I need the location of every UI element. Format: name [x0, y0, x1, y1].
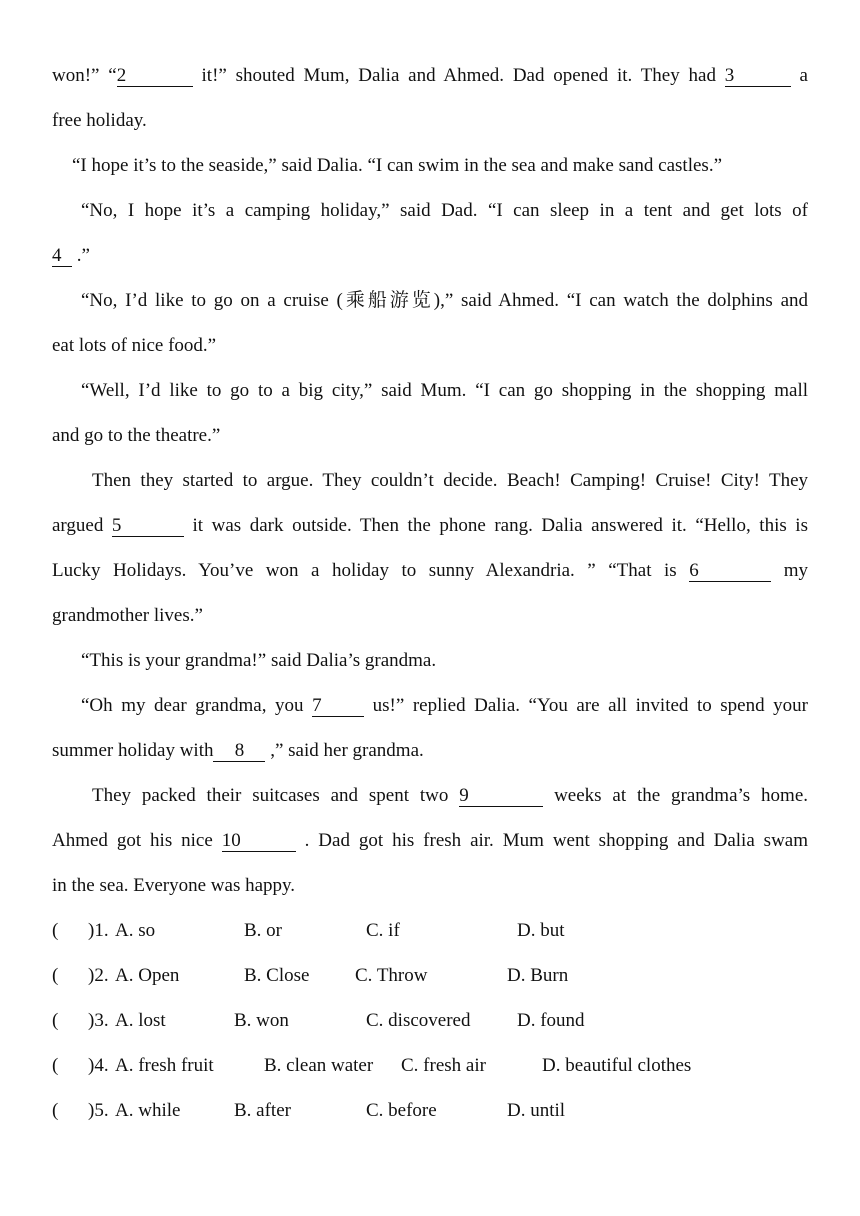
question-row [52, 912, 808, 957]
passage-text: Ahmed got his nice [52, 830, 222, 851]
passage-text: grandmother lives.” [52, 605, 203, 626]
passage-line [52, 192, 808, 237]
question-row [52, 957, 808, 1002]
passage-text: “Well, I’d like to go to a big city,” said Mum. “I can go shopping in the shopping mall [81, 380, 808, 401]
option-a: A. fresh fruit [115, 1055, 214, 1076]
answer-paren: ( [52, 1055, 59, 1076]
option-a: A. so [115, 920, 156, 941]
option-a: A. lost [115, 1010, 166, 1031]
passage-line [52, 642, 808, 687]
passage-line [52, 102, 808, 147]
passage-line [52, 867, 808, 912]
question-row [52, 1002, 808, 1047]
blank-7: 7 [312, 695, 364, 717]
option-a: A. while [115, 1100, 181, 1121]
passage-line [52, 822, 808, 867]
option-b: B. Close [244, 965, 310, 986]
blank-6: 6 [689, 560, 771, 582]
passage-line [52, 597, 808, 642]
question-row [52, 1047, 808, 1092]
option-c: C. before [366, 1100, 437, 1121]
passage-text: Then they started to argue. They couldn’t decide. Beach! Camping! Cruise! City! They [92, 470, 808, 491]
passage-text: They packed their suitcases and spent two [92, 785, 460, 806]
question-number: )5. [88, 1100, 109, 1121]
question-number: )3. [88, 1010, 109, 1031]
passage-line [52, 57, 808, 102]
question-number: )4. [88, 1055, 109, 1076]
blank-4: 4 [52, 245, 72, 267]
passage-line [52, 732, 808, 777]
blank-2: 2 [117, 65, 193, 87]
passage-text: eat lots of nice food.” [52, 335, 217, 356]
passage-text: summer holiday with [52, 740, 214, 761]
passage-text: “No, I hope it’s a camping holiday,” said Dad. “I can sleep in a tent and get lots of [81, 200, 808, 221]
answer-paren: ( [52, 1010, 59, 1031]
passage-text: “This is your grandma!” said Dalia’s grandma. [81, 650, 437, 671]
option-c: C. Throw [355, 965, 428, 986]
option-b: B. clean water [264, 1055, 374, 1076]
passage-text: weeks at the grandma’s home. [543, 785, 809, 806]
blank-10: 10 [222, 830, 296, 852]
passage-text: “No, I’d like to go on a cruise (乘船游览),” said Ahmed. “I can watch the dolphins and [81, 290, 808, 311]
passage-text: . Dad got his fresh air. Mum went shopping and Dalia swam [295, 830, 809, 851]
option-b: B. won [234, 1010, 289, 1031]
passage-line [52, 507, 808, 552]
reading-passage [52, 57, 808, 912]
option-c: C. discovered [366, 1010, 471, 1031]
worksheet-page [52, 57, 808, 1137]
passage-text: ,” said her grandma. [265, 740, 424, 761]
passage-line [52, 552, 808, 597]
passage-text: in the sea. Everyone was happy. [52, 875, 296, 896]
option-b: B. after [234, 1100, 291, 1121]
passage-line [52, 237, 808, 282]
option-d: D. found [517, 1010, 585, 1031]
passage-line [52, 777, 808, 822]
passage-line [52, 462, 808, 507]
passage-line [52, 417, 808, 462]
option-d: D. beautiful clothes [542, 1055, 692, 1076]
option-a: A. Open [115, 965, 180, 986]
passage-line [52, 372, 808, 417]
blank-8: 8 [213, 740, 265, 762]
passage-text: Lucky Holidays. You’ve won a holiday to sunny Alexandria. ” “That is [52, 560, 690, 581]
blank-9: 9 [459, 785, 543, 807]
passage-text: won!” “ [52, 65, 117, 86]
passage-text: argued [52, 515, 112, 536]
passage-line [52, 687, 808, 732]
passage-text: a [790, 65, 808, 86]
option-c: C. fresh air [401, 1055, 486, 1076]
option-c: C. if [366, 920, 400, 941]
passage-line [52, 282, 808, 327]
passage-text: it was dark outside. Then the phone rang. Dalia answered it. “Hello, this is [183, 515, 808, 536]
passage-line [52, 147, 808, 192]
option-d: D. until [507, 1100, 566, 1121]
answer-paren: ( [52, 965, 59, 986]
passage-text: and go to the theatre.” [52, 425, 221, 446]
option-d: D. Burn [507, 965, 569, 986]
passage-line [52, 327, 808, 372]
answer-paren: ( [52, 1100, 59, 1121]
option-d: D. but [517, 920, 565, 941]
question-number: )1. [88, 920, 109, 941]
passage-text: it!” shouted Mum, Dalia and Ahmed. Dad opened it. They had [192, 65, 725, 86]
passage-text: .” [72, 245, 90, 266]
passage-text: free holiday. [52, 110, 147, 131]
question-number: )2. [88, 965, 109, 986]
passage-text: “I hope it’s to the seaside,” said Dalia. “I can swim in the sea and make sand castles.” [72, 155, 722, 176]
question-row [52, 1092, 808, 1137]
blank-5: 5 [112, 515, 184, 537]
answer-paren: ( [52, 920, 59, 941]
question-list [52, 912, 808, 1137]
blank-3: 3 [725, 65, 791, 87]
passage-text: my [771, 560, 808, 581]
passage-text: “Oh my dear grandma, you [81, 695, 313, 716]
option-b: B. or [244, 920, 282, 941]
passage-text: us!” replied Dalia. “You are all invited to spend your [364, 695, 808, 716]
